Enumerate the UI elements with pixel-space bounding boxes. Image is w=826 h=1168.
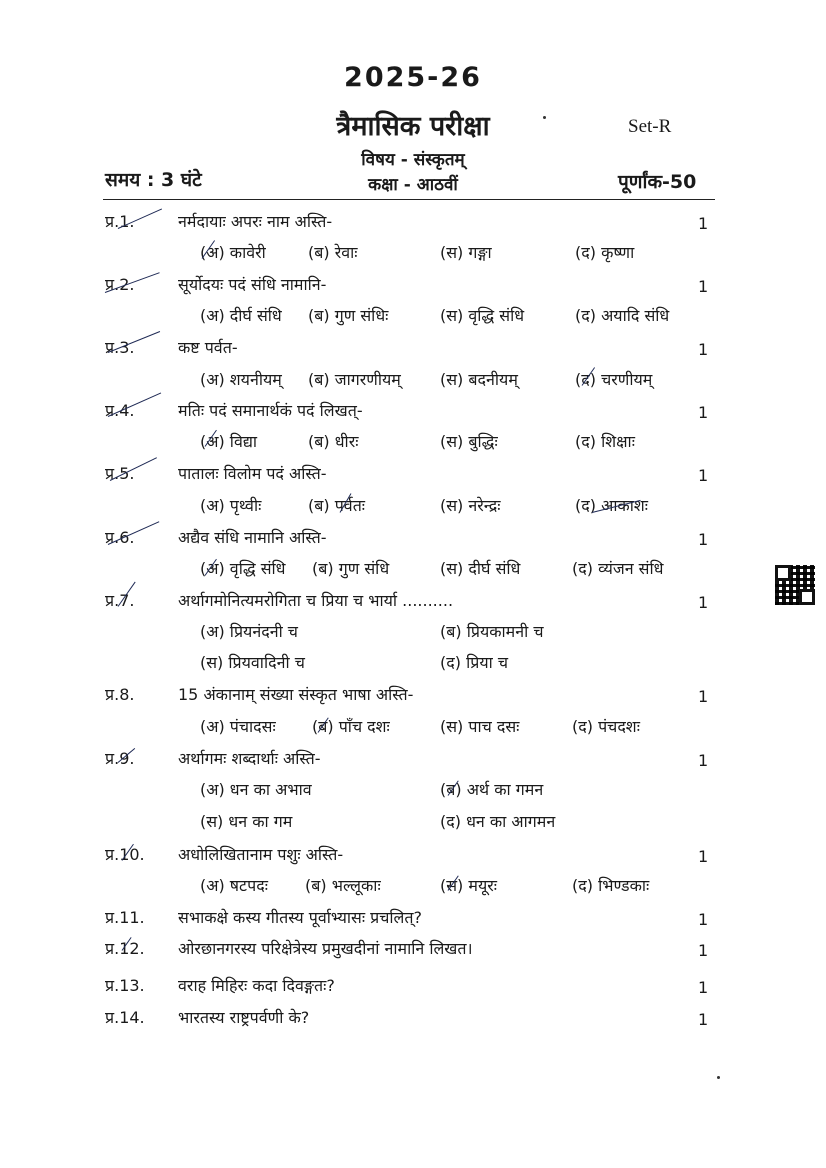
question-marks: 1 [698, 466, 709, 485]
option-c: (स) प्रियवादिनी च [200, 653, 305, 672]
option-c: (स) दीर्घ संधि [440, 559, 521, 578]
question-number: प्र.12. [105, 939, 145, 958]
options-1 [0, 241, 826, 269]
option-b: (ब) जागरणीयम् [308, 370, 401, 389]
scan-speck [717, 1076, 720, 1079]
time-label: समय : 3 घंटे [105, 169, 202, 191]
question-number: प्र.6. [105, 528, 135, 547]
option-a: (अ) प्रियनंदनी च [200, 622, 298, 641]
question-13 [0, 974, 826, 1004]
option-b: (ब) धीरः [308, 432, 359, 451]
question-6 [0, 526, 826, 556]
question-number: प्र.10. [105, 845, 145, 864]
option-a: (अ) शयनीयम् [200, 370, 282, 389]
question-number: प्र.3. [105, 338, 135, 357]
question-number: प्र.9. [105, 749, 135, 768]
option-d: (द) भिण्डकाः [572, 876, 650, 895]
question-text: 15 अंकानाम् संख्या संस्कृत भाषा अस्ति- [178, 685, 414, 704]
qr-code-icon [775, 565, 815, 605]
option-b: (ब) भल्लूकाः [305, 876, 381, 895]
question-number: प्र.8. [105, 685, 135, 704]
question-11 [0, 906, 826, 936]
question-marks: 1 [698, 751, 709, 770]
options-9a [0, 778, 826, 806]
question-9 [0, 747, 826, 777]
option-c: (स) नरेन्द्रः [440, 496, 501, 515]
question-text: ओरछानगरस्य परिक्षेत्रेस्य प्रमुखदीनां नामानि लिखत। [178, 939, 473, 958]
max-marks-label: पूर्णांक-50 [618, 171, 697, 193]
question-number: प्र.13. [105, 976, 145, 995]
option-d: (द) कृष्णा [575, 243, 635, 262]
option-b: (ब) पाँच दशः [312, 717, 390, 736]
question-marks: 1 [698, 214, 709, 233]
exam-year: 2025-26 [344, 62, 482, 93]
option-d: (द) अयादि संधि [575, 306, 670, 325]
question-marks: 1 [698, 593, 709, 612]
question-marks: 1 [698, 403, 709, 422]
options-3 [0, 368, 826, 396]
option-b: (ब) प्रियकामनी च [440, 622, 544, 641]
options-2 [0, 304, 826, 332]
question-number: प्र.11. [105, 908, 145, 927]
question-marks: 1 [698, 941, 709, 960]
question-number: प्र.7. [105, 591, 135, 610]
option-a: (अ) पंचादसः [200, 717, 276, 736]
option-d: (द) धन का आगमन [440, 812, 556, 831]
question-marks: 1 [698, 340, 709, 359]
option-a: (अ) पृथ्वीः [200, 496, 262, 515]
option-c: (स) बुद्धिः [440, 432, 498, 451]
option-d: (द) आकाशः [575, 496, 648, 515]
option-a: (अ) विद्या [200, 432, 258, 451]
question-number: प्र.1. [105, 212, 135, 231]
question-marks: 1 [698, 687, 709, 706]
options-5 [0, 494, 826, 522]
question-number: प्र.4. [105, 401, 135, 420]
question-number: प्र.5. [105, 464, 135, 483]
option-c: (स) मयूरः [440, 876, 498, 895]
option-c: (स) वृद्धि संधि [440, 306, 525, 325]
options-7a [0, 620, 826, 648]
question-marks: 1 [698, 847, 709, 866]
option-c: (स) गङ्गा [440, 243, 492, 262]
question-text: सूर्योदयः पदं संधि नामानि- [178, 275, 327, 294]
question-text: अधोलिखितानाम पशुः अस्ति- [178, 845, 344, 864]
set-code: Set-R [628, 116, 672, 137]
question-marks: 1 [698, 910, 709, 929]
option-a: (अ) कावेरी [200, 243, 266, 262]
question-5 [0, 462, 826, 492]
option-a: (अ) वृद्धि संधि [200, 559, 286, 578]
question-text: सभाकक्षे कस्य गीतस्य पूर्वाभ्यासः प्रचलित्? [178, 908, 423, 927]
options-7b [0, 651, 826, 679]
option-b: (ब) गुण संधि [312, 559, 390, 578]
option-b: (ब) पर्वतः [308, 496, 366, 515]
question-number: प्र.2. [105, 275, 135, 294]
option-b: (ब) अर्थ का गमन [440, 780, 544, 799]
question-text: मतिः पदं समानार्थकं पदं लिखत्- [178, 401, 363, 420]
question-number: प्र.14. [105, 1008, 145, 1027]
question-marks: 1 [698, 530, 709, 549]
question-2 [0, 273, 826, 303]
option-b: (ब) गुण संधिः [308, 306, 389, 325]
options-10 [0, 874, 826, 902]
question-marks: 1 [698, 277, 709, 296]
option-d: (द) व्यंजन संधि [572, 559, 664, 578]
question-text: पातालः विलोम पदं अस्ति- [178, 464, 327, 483]
options-4 [0, 430, 826, 458]
subject-label: विषय - संस्कृतम् [361, 150, 465, 170]
question-14 [0, 1006, 826, 1036]
options-9b [0, 810, 826, 838]
class-label: कक्षा - आठवीं [368, 175, 458, 195]
question-3 [0, 336, 826, 366]
question-marks: 1 [698, 978, 709, 997]
option-d: (द) चरणीयम् [575, 370, 653, 389]
option-d: (द) प्रिया च [440, 653, 508, 672]
scan-speck [543, 116, 546, 119]
options-8 [0, 715, 826, 743]
question-text: अर्थागमोनित्यमरोगिता च प्रिया च भार्या .......... [178, 591, 454, 610]
question-text: वराह मिहिरः कदा दिवङ्गतः? [178, 976, 335, 995]
question-marks: 1 [698, 1010, 709, 1029]
option-c: (स) पाच दसः [440, 717, 520, 736]
question-text: कष्ट पर्वत- [178, 338, 238, 357]
question-text: नर्मदायाः अपरः नाम अस्ति- [178, 212, 333, 231]
option-d: (द) पंचदशः [572, 717, 640, 736]
question-7 [0, 589, 826, 619]
option-a: (अ) षटपदः [200, 876, 268, 895]
option-c: (स) बदनीयम् [440, 370, 518, 389]
exam-title: त्रैमासिक परीक्षा [336, 111, 490, 142]
question-text: अर्थागमः शब्दार्थाः अस्ति- [178, 749, 321, 768]
option-b: (ब) रेवाः [308, 243, 358, 262]
options-6 [0, 557, 826, 585]
question-text: भारतस्य राष्ट्रपर्वणी के? [178, 1008, 310, 1027]
option-c: (स) धन का गम [200, 812, 293, 831]
question-8 [0, 683, 826, 713]
question-text: अद्यैव संधि नामानि अस्ति- [178, 528, 327, 547]
header-divider [103, 199, 715, 200]
question-4 [0, 399, 826, 429]
option-a: (अ) दीर्घ संधि [200, 306, 282, 325]
option-a: (अ) धन का अभाव [200, 780, 312, 799]
option-d: (द) शिक्षाः [575, 432, 635, 451]
question-12 [0, 937, 826, 967]
